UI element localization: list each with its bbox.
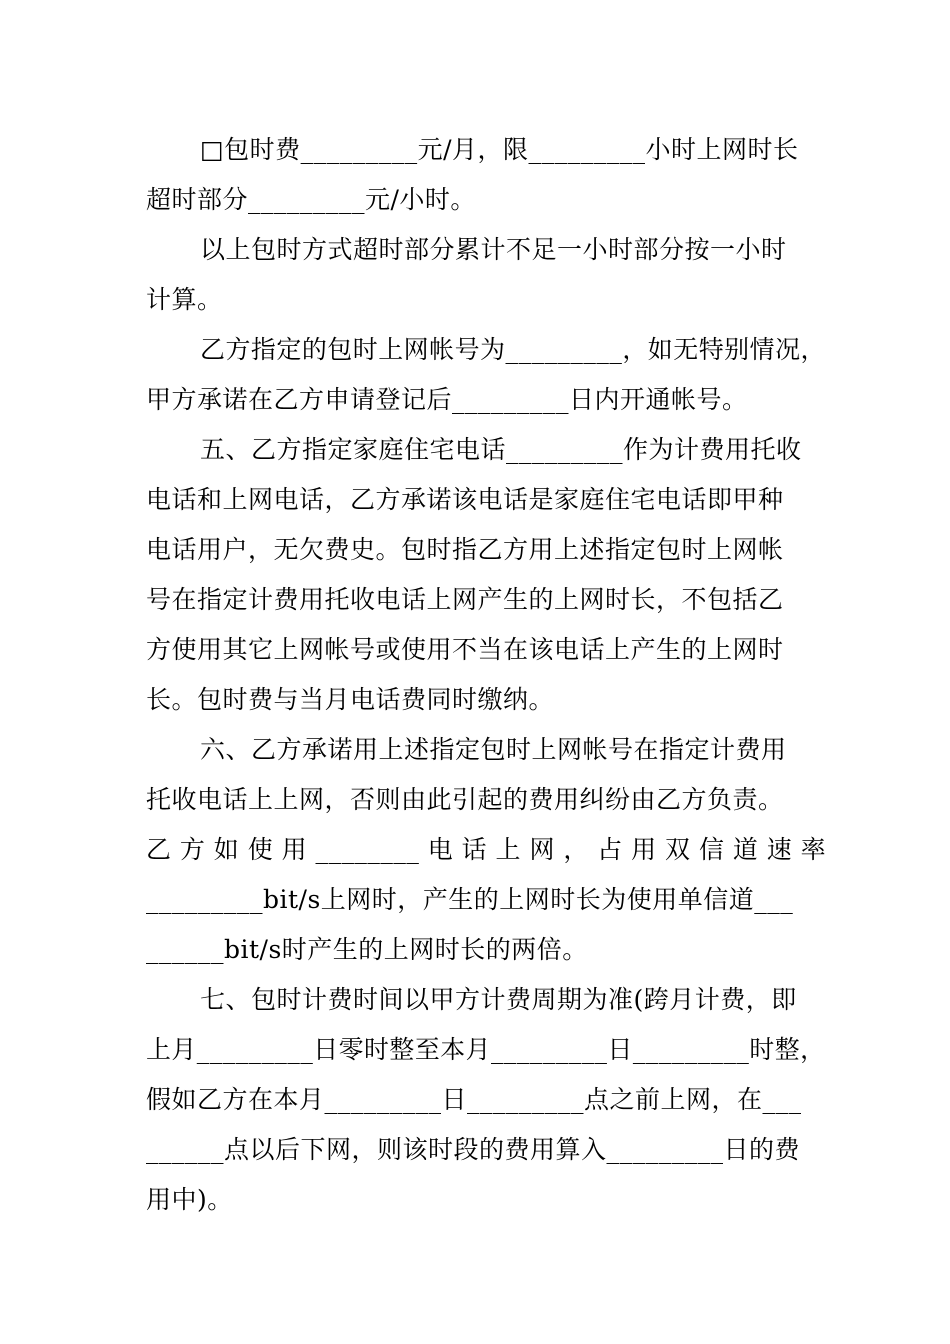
text-line: 以上包时方式超时部分累计不足一小时部分按一小时 <box>200 235 787 264</box>
text-line: 超时部分_________元/小时。 <box>146 185 476 214</box>
text-line: 电话和上网电话，乙方承诺该电话是家庭住宅电话即甲种 <box>146 485 784 514</box>
text-line: 五、乙方指定家庭住宅电话_________作为计费用托收 <box>200 435 802 464</box>
text-line: 电话用户，无欠费史。包时指乙方用上述指定包时上网帐 <box>146 535 784 564</box>
text-line: 甲方承诺在乙方申请登记后_________日内开通帐号。 <box>146 385 748 414</box>
text-line: 计算。 <box>146 285 223 314</box>
text-line: 乙 方 如 使 用 ________ 电 话 上 网 ， 占 用 双 信 道 速 率 <box>146 835 827 864</box>
text-line: ______点以后下网，则该时段的费用算入_________日的费 <box>146 1135 801 1164</box>
text-line: □包时费_________元/月，限_________小时上网时长 <box>200 135 799 164</box>
text-line: 长。包时费与当月电话费同时缴纳。 <box>146 685 555 714</box>
text-line: 六、乙方承诺用上述指定包时上网帐号在指定计费用 <box>200 735 787 764</box>
text-line: 上月_________日零时整至本月_________日_________时整， <box>146 1035 826 1064</box>
text-line: 方使用其它上网帐号或使用不当在该电话上产生的上网时 <box>146 635 784 664</box>
text-line: 托收电话上上网，否则由此引起的费用纠纷由乙方负责。 <box>146 785 784 814</box>
text-line: 七、包时计费时间以甲方计费周期为准(跨月计费，即 <box>200 985 797 1014</box>
text-line: 号在指定计费用托收电话上网产生的上网时长，不包括乙 <box>146 585 784 614</box>
text-line: ______bit/s时产生的上网时长的两倍。 <box>146 935 588 964</box>
text-line: 假如乙方在本月_________日_________点之前上网，在___ <box>146 1085 802 1114</box>
text-line: 用中)。 <box>146 1185 233 1214</box>
text-line: 乙方指定的包时上网帐号为_________，如无特别情况， <box>200 335 827 364</box>
text-line: _________bit/s上网时，产生的上网时长为使用单信道___ <box>146 885 794 914</box>
